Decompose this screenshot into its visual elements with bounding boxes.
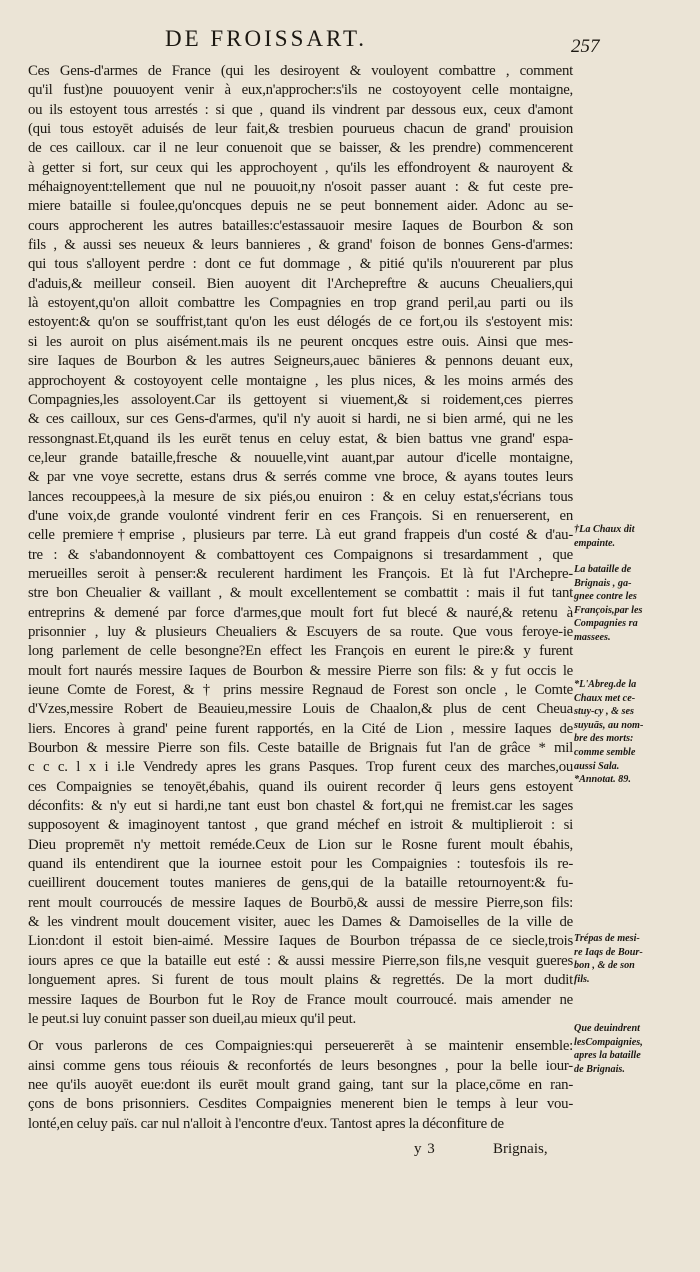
text-line: entreprins & demené par force d'armes,que moult fort fut blecé & nauré,& retenu à — [28, 604, 573, 621]
text-line: qu'il fust)ne pouuoyent venir à eux,n'approcher:s'ils ne costoyoyent celle montaigne, — [28, 82, 573, 99]
text-line: liers. Encores à grand' peine furent rapportés, en la Cité de Lion , messire Iaques de — [28, 720, 573, 737]
margin-note — [574, 563, 696, 645]
text-line: lonté,en celuy païs. car nul n'alloit à l'encontre d'eux. Tantost apres la déconfiture de — [28, 1115, 504, 1132]
text-line: stre bon Cheualier & vaillant , & moult excellentement se combattit : mais il fut tant — [28, 585, 573, 602]
text-line: tre : & s'abandonnoyent & combattoyent ces Compaignons si tresardamment , que — [28, 546, 573, 563]
text-line: méhaignoyent:tellement que nul ne pouuoit,ny n'osoit passer auant : & fut ceste pre- — [28, 179, 573, 196]
catchword: Brignais, — [493, 1141, 548, 1157]
text-line — [28, 1029, 573, 1037]
body-text — [28, 62, 573, 1134]
margin-note-line: La bataille de — [574, 564, 632, 575]
text-line: cours approcherent les autres batailles:c'estassauoir mesire Iaques de Bourbon & son — [28, 217, 573, 234]
text-line: d'aduis,& meilleur conseil. Bien auoyent dit l'Archepreftre & aucuns Cheualiers,qui — [28, 275, 573, 292]
margin-note-line: comme semble — [574, 746, 636, 758]
margin-note-line: fils. — [574, 973, 590, 985]
margin-note-line: re Iaqs de Bour- — [574, 946, 643, 958]
margin-note-line: Chaux met ce- — [574, 692, 636, 704]
text-line: çons de bons prisonniers. Cesdites Compaignies menerent bien le temps à leur vou- — [28, 1096, 573, 1113]
text-line: prisonnier , luy & plusieurs Cheualiers & Escuyers de sa route. Que vous feroye-ie — [28, 623, 573, 640]
text-line: ieune Comte de Forest, & † prins messire Regnaud de Forest son oncle , le Comte — [28, 682, 573, 698]
margin-note-line: Compagnies ra — [574, 618, 638, 630]
text-line: estoyent:& qu'on se souffrist,tant qu'on les eust délogés de ce fort,ou ils s'estoyent mis: — [28, 314, 573, 331]
margin-note — [574, 932, 696, 986]
text-line: cueillirent doucement toutes manieres de gens,qui de la bataille retournoyent:& fu- — [28, 875, 573, 892]
text-line: qui tous s'alloyent perdre : dont ce fut dommage , & pitié qu'ils n'ouurerent par plus — [28, 256, 573, 273]
text-line: celle premiere†emprise , plusieurs par terre. Là eut grand frappeis d'un costé & d'au- — [28, 527, 573, 544]
margin-note-line: de Brignais. — [574, 1063, 625, 1075]
margin-note-line: gnee contre les — [574, 591, 637, 603]
text-line: Bourbon & messire Pierre son fils. Ceste bataille de Brignais fut l'an de grâce * mil — [28, 740, 573, 757]
text-line: messire Iaques de Bourbon fut le Roy de France moult courroucé. mais amender ne — [28, 991, 573, 1008]
text-line: le peut.si luy conuint passer son dueil,au mieux qu'il peut. — [28, 1010, 356, 1027]
text-line: sire Iaques de Bourbon & les autres Seigneurs,auec bānieres & pennons deuant eux, — [28, 353, 573, 370]
margin-note-line: Que deuindrent — [574, 1023, 640, 1034]
signature-mark: y 3 — [414, 1141, 436, 1157]
running-title: DE FROISSART. — [165, 26, 368, 51]
page-number: 257 — [571, 36, 600, 57]
margin-note-line: suyuās, au nom- — [574, 719, 644, 731]
margin-note-line: empainte. — [574, 537, 616, 549]
text-line: fils , & aussi ses neueux & leurs bannieres , & grand' foison de bonnes Gens-d'armes: — [28, 237, 573, 254]
margin-note-line: aussi Sala. — [574, 760, 620, 772]
text-line: ce,leur grande bataille,fresche & nouuelle,vint auant,par autour d'icelle montaigne, — [28, 449, 573, 466]
text-line: iours apres ce que la bataille eut esté : & aussi messire Pierre,son fils,ne vesquit gueres — [28, 952, 573, 969]
margin-note-line: bre des morts: — [574, 733, 634, 745]
running-head — [0, 26, 700, 58]
margin-note-line: apres la bataille — [574, 1050, 641, 1062]
margin-note-line: *Annotat. 89. — [574, 774, 631, 786]
text-line: long parlement de celle besongne?En effect les François en eurent le pire:& y furent — [28, 643, 573, 660]
margin-note-line: stuy-cy , & ses — [574, 706, 634, 718]
margin-note-line: lesCompaignies, — [574, 1036, 643, 1048]
margin-note-line: Brignais , ga- — [574, 577, 632, 589]
text-line: moult fort naurés messire Iaques de Bourbon & messire Pierre son fils: & y fut occis le — [28, 662, 573, 679]
text-line: & ces cailloux, sur ces Gens-d'armes, qu'il n'y auoit si hardi, ne si bien armé, qui ne les — [28, 411, 573, 428]
margin-note-line: bon , & de son — [574, 960, 635, 972]
text-line: si les auroit on plus aisément.mais ils ne peurent oncques estre ouis. Ainsi que mes- — [28, 333, 573, 350]
margin-note — [574, 678, 696, 787]
text-line: longuement apres. Si furent de tous moult plains & regrettés. De la mort dudit — [28, 972, 573, 989]
text-line: Or vous parlerons de ces Compaignies:qui perseuererēt à se maintenir ensemble: — [28, 1038, 573, 1055]
text-line: & par vne voye secrette, estans drus & serrés comme vne broce, & ayans toutes leurs — [28, 469, 573, 486]
margin-note-line: Trépas de mesi- — [574, 933, 640, 944]
margin-note-line: François,par les — [574, 604, 643, 616]
text-line: quand ils entendirent que la iournee estoit pour les Compaignies : toutesfois ils re- — [28, 856, 573, 873]
text-line: supposoyent & imaginoyent tantost , que grand méchef en istroit & multiplieroit : si — [28, 817, 573, 834]
text-line: Lion:dont il estoit bien-aimé. Messire Iaques de Bourbon trépassa de ce siecle,trois — [28, 933, 573, 950]
text-line: là estoyent,qu'on alloit combattre les Compagnies en trop grand peril,au parti ou ils — [28, 295, 573, 312]
text-line: ainsi comme gens tous réiouis & reconfortés de leurs besongnes , pour la belle iour- — [28, 1057, 573, 1074]
text-line: ces Compaignies se tenoyēt,ébahis, quand ils ouirent recorder q̄ leurs gens estoyent — [28, 778, 573, 795]
text-line: merueilles seroit à penser:& reculerent hardiment les François. Et là fut l'Archepre- — [28, 565, 573, 582]
text-line: Compagnies,les assoloyent.Car ils gettoyent si viuement,& si roidement,ces pierres — [28, 391, 573, 408]
page-footer — [0, 1141, 700, 1165]
text-line: (qui tous estoyēt aduisés de leur fait,& tresbien pourueus chacun de grand' prouision — [28, 121, 573, 138]
margin-note-line: *L'Abreg.de la — [574, 679, 637, 690]
text-line: miere bataille si foulee,qu'oncques depuis ne se peut bonnement aider. Adonc au se- — [28, 198, 573, 215]
margin-note — [574, 523, 696, 550]
text-line: à getter si fort, sur ceux qui les approchoyent , qu'ils les effondroyent & nauroyent & — [28, 159, 573, 176]
text-line: approchoyent & costoyoyent celle montaigne , les plus nices, & les moins armés des — [28, 372, 573, 389]
text-line: ressongnast.Et,quand ils les eurēt tenus en celuy estat, & bien battus vne grand' espa- — [28, 430, 573, 447]
text-line: de ces cailloux. car il ne leur conuenoit que se baisser, & les prendre) commencerent — [28, 140, 573, 157]
text-line: lances recouppees,à la mesure de six piés,ou enuiron : & en celuy estat,s'écrians tous — [28, 488, 573, 505]
text-line: c c c. l x i i.le Vendredy apres les grans Pasques. Trop furent ceux des marches,ou — [28, 759, 573, 776]
text-line: Ces Gens-d'armes de France (qui les desiroyent & vouloyent combattre , comment — [28, 63, 573, 79]
margin-note — [574, 1022, 696, 1076]
text-line: nee qu'ils auoyēt eue:dont ils eurēt moult grand gaing, tant sur la place,cōme en ran- — [28, 1076, 573, 1093]
text-line: Dieu propremēt n'y mettoit reméde.Ceux de Lion sur le Rosne furent moult ébahis, — [28, 836, 573, 853]
text-line: rent moult courroucés de messire Iaques de Bourbō,& aussi de messire Pierre,son fils: — [28, 894, 573, 911]
text-line: ou ils estoyent tous arrestés : si que , quand ils vindrent par dessous eux, ceux d'amont — [28, 101, 573, 118]
margin-note-line: †La Chaux dit — [574, 524, 635, 535]
text-line: d'une voix,de grande voulonté vindrent ferir en ces François. Si en renuerserent, en — [28, 507, 573, 524]
margin-note-line: massees. — [574, 631, 611, 643]
text-line: déconfits: & n'y eut si hardi,ne tant eust bon chastel & fort,qui ne fremist.car les sages — [28, 798, 573, 815]
text-line: d'Vzes,messire Robert de Beauieu,messire Louis de Chaalon,& plus de cent Cheua — [28, 701, 573, 718]
text-line: & les vindrent moult doucement visiter, auec les Dames & Damoiselles de la ville de — [28, 914, 573, 931]
